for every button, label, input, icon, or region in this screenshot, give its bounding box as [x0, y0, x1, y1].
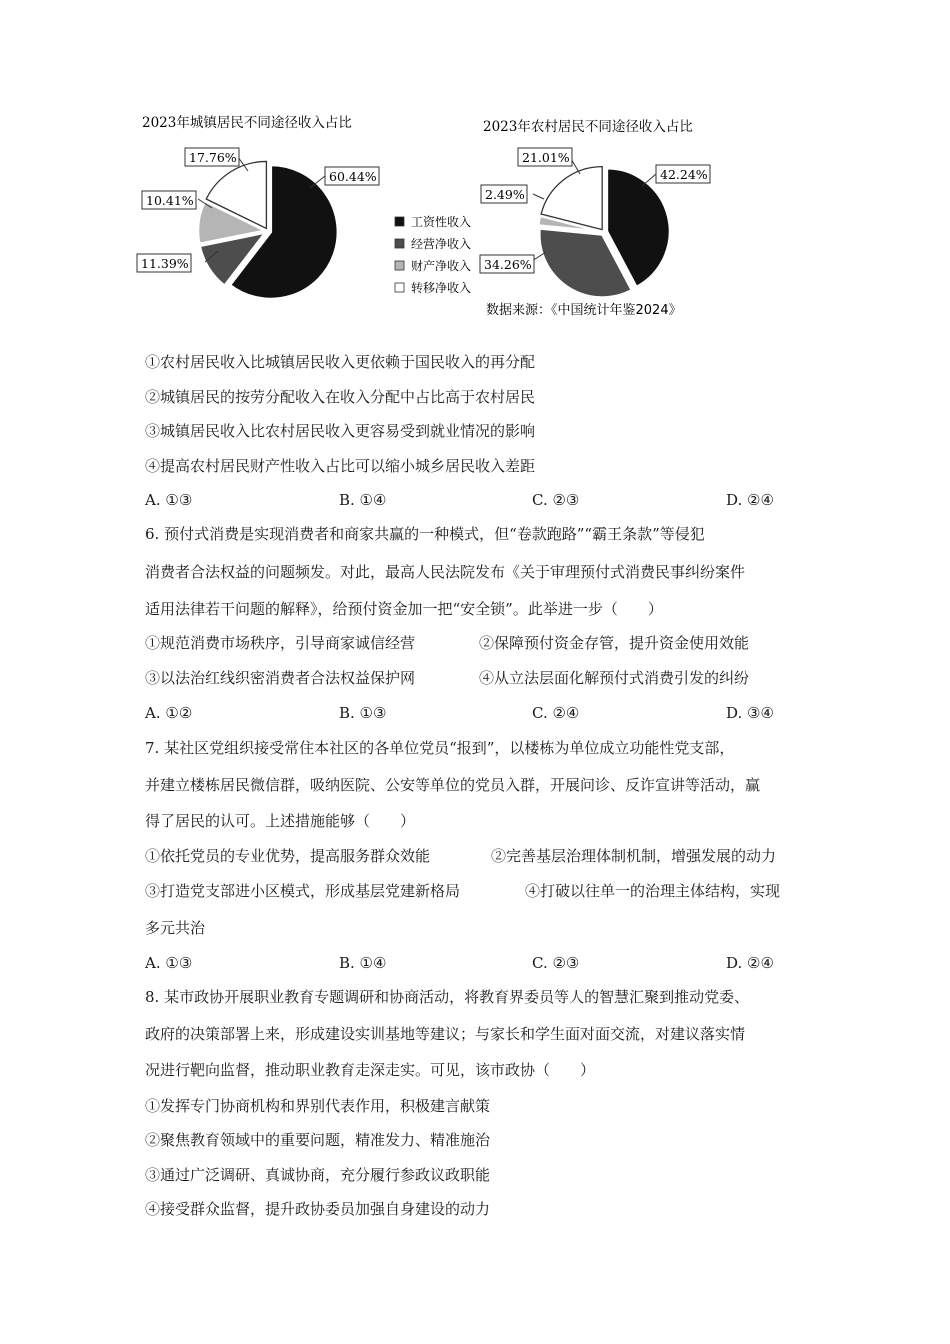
q6-item-2: ②保障预付资金存管，提升资金使用效能 [479, 634, 750, 652]
legend-label-property: 财产净收入 [411, 259, 472, 273]
q7-item-4: ④打破以往单一的治理主体结构，实现 [525, 882, 781, 900]
urban-label-business: 11.39% [141, 256, 189, 271]
urban-label-property: 10.41% [146, 193, 194, 208]
q7-item-4-continued: 多元共治 [145, 919, 206, 937]
q7-option-c[interactable]: C. ②③ [532, 954, 580, 972]
q5-item-2: ②城镇居民的按劳分配收入在收入分配中占比高于农村居民 [145, 388, 536, 406]
q8-item-2: ②聚焦教育领域中的重要问题，精准发力、精准施治 [145, 1131, 491, 1149]
rural-label-business: 34.26% [484, 257, 532, 272]
q6-item-3: ③以法治红线织密消费者合法权益保护网 [145, 669, 416, 687]
q6-stem-line-2: 消费者合法权益的问题频发。对此，最高人民法院发布《关于审理预付式消费民事纠纷案件 [145, 563, 746, 581]
q7-option-d[interactable]: D. ②④ [726, 954, 774, 972]
q6-stem-line-3: 适用法律若干问题的解释》，给预付资金加一把“安全锁”。此举进一步（ ） [145, 600, 663, 618]
q8-item-3: ③通过广泛调研、真诚协商，充分履行参政议政职能 [145, 1166, 491, 1184]
rural-chart-title: 2023年农村居民不同途径收入占比 [483, 119, 693, 135]
q5-option-d[interactable]: D. ②④ [726, 491, 774, 509]
q6-option-b[interactable]: B. ①③ [339, 704, 387, 722]
rural-label-property: 2.49% [485, 187, 525, 202]
pie-charts-figure [120, 108, 740, 328]
urban-chart-title: 2023年城镇居民不同途径收入占比 [142, 115, 352, 131]
rural-label-property-leader [533, 194, 544, 199]
q6-stem-line-1: 6. 预付式消费是实现消费者和商家共赢的一种模式，但“卷款跑路”“霸王条款”等侵犯 [145, 525, 705, 543]
rural-pie [538, 167, 670, 298]
q6-item-1: ①规范消费市场秩序，引导商家诚信经营 [145, 634, 416, 652]
q5-option-a[interactable]: A. ①③ [145, 491, 193, 509]
q7-stem-line-3: 得了居民的认可。上述措施能够（ ） [145, 812, 416, 830]
q7-stem-line-2: 并建立楼栋居民微信群，吸纳医院、公安等单位的党员入群，开展问诊、反诈宣讲等活动，赢 [145, 776, 761, 794]
q8-stem-line-2: 政府的决策部署上来，形成建设实训基地等建议；与家长和学生面对面交流，对建议落实情 [145, 1025, 746, 1043]
q6-option-c[interactable]: C. ②④ [532, 704, 580, 722]
q6-item-4: ④从立法层面化解预付式消费引发的纠纷 [479, 669, 750, 687]
q8-item-1: ①发挥专门协商机构和界别代表作用，积极建言献策 [145, 1097, 491, 1115]
q7-stem-line-1: 7. 某社区党组织接受常住本社区的各单位党员“报到”，以楼栋为单位成立功能性党支部， [145, 739, 735, 757]
chart-legend [395, 214, 471, 295]
q5-item-3: ③城镇居民收入比农村居民收入更容易受到就业情况的影响 [145, 422, 536, 440]
q5-option-c[interactable]: C. ②③ [532, 491, 580, 509]
q7-item-2: ②完善基层治理体制机制，增强发展的动力 [491, 847, 777, 865]
q5-item-1: ①农村居民收入比城镇居民收入更依赖于国民收入的再分配 [145, 353, 536, 371]
legend-swatch-transfer [395, 283, 404, 292]
urban-label-wage: 60.44% [329, 169, 377, 184]
q6-option-a[interactable]: A. ①② [145, 704, 193, 722]
legend-label-wage: 工资性收入 [411, 215, 472, 229]
legend-label-business: 经营净收入 [411, 237, 472, 251]
q7-item-3: ③打造党支部进小区模式，形成基层党建新格局 [145, 882, 461, 900]
q8-stem-line-3: 况进行靶向监督，推动职业教育走深走实。可见，该市政协（ ） [145, 1061, 596, 1079]
q7-option-a[interactable]: A. ①③ [145, 954, 193, 972]
q8-stem-line-1: 8. 某市政协开展职业教育专题调研和协商活动，将教育界委员等人的智慧汇聚到推动党委、 [145, 988, 750, 1006]
pie-charts-svg [120, 108, 740, 328]
q5-item-4: ④提高农村居民财产性收入占比可以缩小城乡居民收入差距 [145, 457, 536, 475]
rural-label-wage: 42.24% [660, 167, 708, 182]
q5-option-b[interactable]: B. ①④ [339, 491, 387, 509]
q6-option-d[interactable]: D. ③④ [726, 704, 774, 722]
data-source-note: 数据来源：《中国统计年鉴2024》 [486, 303, 682, 318]
legend-swatch-property [395, 261, 404, 270]
urban-label-transfer: 17.76% [189, 150, 237, 165]
legend-swatch-wage [395, 217, 404, 226]
q7-item-1: ①依托党员的专业优势，提高服务群众效能 [145, 847, 431, 865]
legend-swatch-business [395, 239, 404, 248]
q8-item-4: ④接受群众监督，提升政协委员加强自身建设的动力 [145, 1200, 491, 1218]
rural-label-transfer: 21.01% [522, 150, 570, 165]
q7-option-b[interactable]: B. ①④ [339, 954, 387, 972]
legend-label-transfer: 转移净收入 [411, 281, 472, 295]
